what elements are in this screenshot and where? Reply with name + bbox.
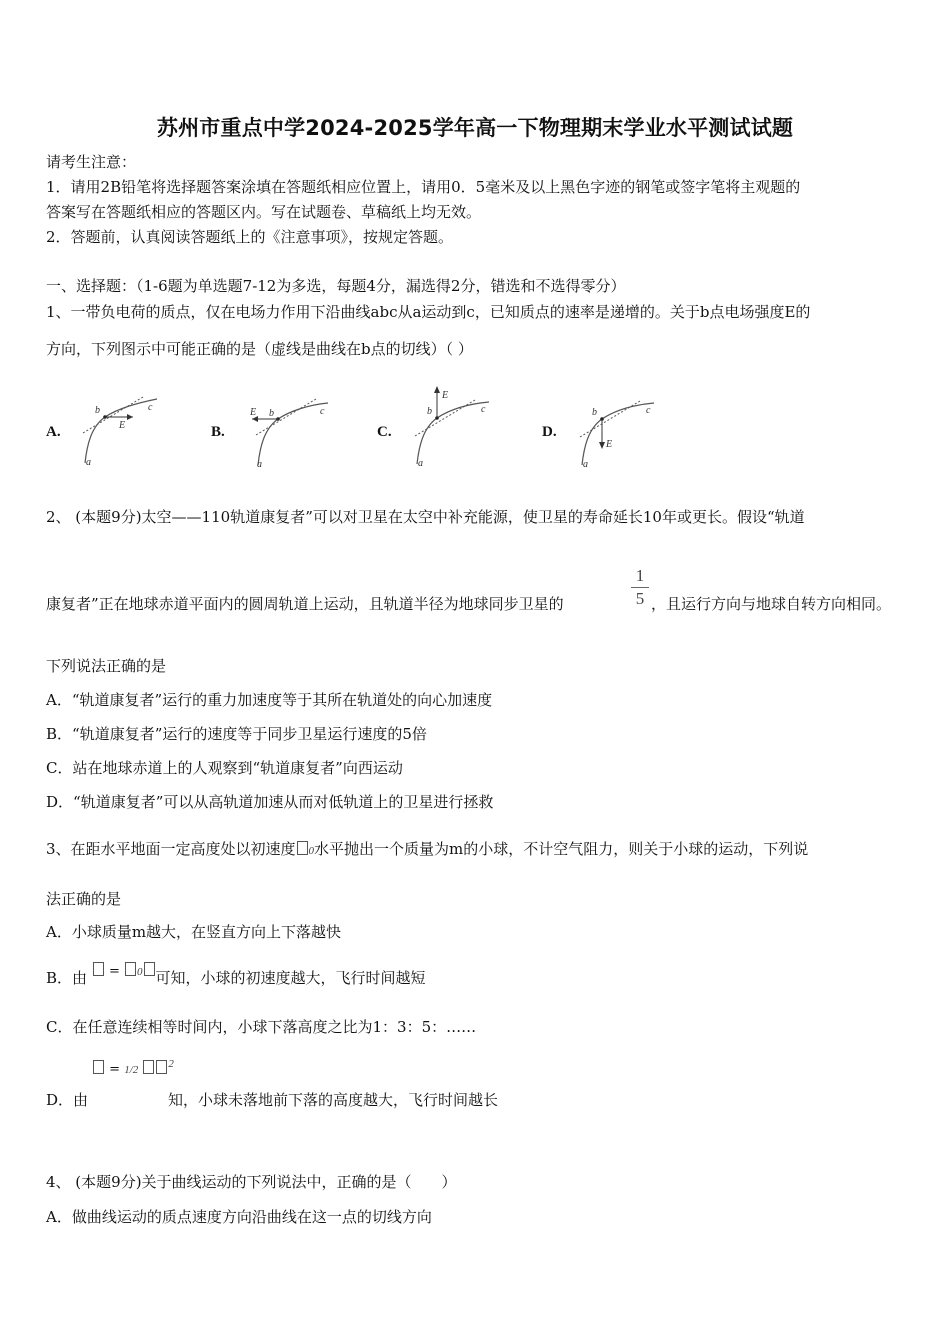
q1-line-1: 1、一带负电荷的质点，仅在电场力作用下沿曲线abc从a运动到c，已知质点的速率是递增的。关于b点电场强度E的 <box>46 303 811 321</box>
g-symbol-box <box>143 1060 154 1074</box>
q4-line-1: 4、 (本题9分)关于曲线运动的下列说法中，正确的是（ ） <box>46 1173 457 1191</box>
label-a: a <box>257 459 262 470</box>
arrow-head <box>599 442 605 449</box>
label-c: c <box>481 404 486 415</box>
q3-option-b <box>46 964 426 990</box>
q1-figure-b <box>242 385 337 470</box>
q3-line-1 <box>46 839 808 861</box>
notice-line-1b: 答案写在答题纸相应的答题区内。写在试题卷、草稿纸上均无效。 <box>46 203 482 221</box>
label-c: c <box>148 402 153 413</box>
q3-option-b-suffix: 可知，小球的初速度越大，飞行时间越短 <box>155 969 426 987</box>
formula-h-half-gt2 <box>92 1060 174 1077</box>
q3-option-c: C．在任意连续相等时间内，小球下落高度之比为1：3：5：…… <box>46 1018 477 1036</box>
q1-option-c-label: C. <box>377 424 392 440</box>
q2-line-2b: ，且运行方向与地球自转方向相同。 <box>651 595 892 613</box>
v0-subscript: 0 <box>137 966 143 978</box>
q1-line-2: 方向，下列图示中可能正确的是（虚线是曲线在b点的切线）（ ） <box>46 340 473 358</box>
label-b: b <box>592 407 597 418</box>
h-symbol-box <box>93 1060 104 1074</box>
q2-option-d: D．“轨道康复者”可以从高轨道加速从而对低轨道上的卫星进行拯救 <box>46 793 494 811</box>
equals-sign: = <box>109 1062 121 1077</box>
tangent-line <box>256 399 316 435</box>
q3-line-2: 法正确的是 <box>46 890 122 908</box>
fraction-bar <box>631 587 649 588</box>
v-symbol-box <box>125 962 136 976</box>
notice-heading: 请考生注意： <box>46 153 137 171</box>
v-symbol-box <box>297 841 308 855</box>
q1-figure-c <box>405 382 500 470</box>
q1-figure-a <box>75 385 170 470</box>
q3-option-d-prefix: D．由 <box>46 1091 89 1109</box>
one-half: 1/2 <box>124 1064 139 1076</box>
notice-line-1a: 1．请用2B铅笔将选择题答案涂填在答题纸相应位置上，请用0．5毫米及以上黑色字迹的钢笔或签字笔将主观题的 <box>46 178 801 196</box>
q3-line-1b: 水平抛出一个质量为m的小球，不计空气阻力，则关于小球的运动，下列说 <box>314 840 809 858</box>
fraction-denominator: 5 <box>635 589 645 608</box>
label-b: b <box>427 406 432 417</box>
label-e: E <box>606 439 613 450</box>
label-a: a <box>86 457 91 468</box>
q1-option-a-label: A. <box>46 424 61 440</box>
t-symbol-box <box>144 962 155 976</box>
label-c: c <box>320 406 325 417</box>
q1-option-b-label: B. <box>211 424 225 440</box>
page-title: 苏州市重点中学2024-2025学年高一下物理期末学业水平测试试题 <box>156 116 794 140</box>
label-e: E <box>250 407 257 418</box>
label-e: E <box>119 420 126 431</box>
label-b: b <box>95 405 100 416</box>
q2-stem: 下列说法正确的是 <box>46 657 167 675</box>
q2-option-b: B．“轨道康复者”运行的速度等于同步卫星运行速度的5倍 <box>46 725 427 743</box>
label-b: b <box>269 408 274 419</box>
v0-subscript: 0 <box>308 845 315 857</box>
q2-line-2a: 康复者”正在地球赤道平面内的圆周轨道上运动，且轨道半径为地球同步卫星的 <box>46 595 564 613</box>
tangent-line <box>83 397 143 433</box>
label-a: a <box>583 459 588 470</box>
q3-line-1a: 3、在距水平地面一定高度处以初速度 <box>46 840 296 858</box>
label-a: a <box>418 458 423 469</box>
section-heading: 一、选择题：（1-6题为单选题7-12为多选，每题4分，漏选得2分，错选和不选得零分） <box>46 277 626 295</box>
q2-option-c: C．站在地球赤道上的人观察到“轨道康复者”向西运动 <box>46 759 403 777</box>
q2-line-1: 2、 (本题9分)太空——110轨道康复者”可以对卫星在太空中补充能源，使卫星的寿命延长10年或更长。假设“轨道 <box>46 508 805 526</box>
q1-figure-d <box>570 385 665 470</box>
fraction-numerator: 1 <box>635 566 645 585</box>
squared-exponent: 2 <box>168 1058 174 1070</box>
q3-option-b-prefix: B．由 <box>46 969 88 987</box>
notice-line-2: 2．答题前，认真阅读答题纸上的《注意事项》，按规定答题。 <box>46 228 454 246</box>
q3-option-a: A．小球质量m越大，在竖直方向上下落越快 <box>46 923 342 941</box>
q2-option-a: A．“轨道康复者”运行的重力加速度等于其所在轨道处的向心加速度 <box>46 691 493 709</box>
label-e: E <box>442 390 449 401</box>
q1-option-d-label: D. <box>542 424 557 440</box>
formula-x-eq-v0t <box>92 964 156 979</box>
equals-sign: = <box>108 964 120 979</box>
x-symbol-box <box>93 962 104 976</box>
arrow-head <box>434 386 440 393</box>
label-c: c <box>646 405 651 416</box>
t-symbol-box <box>156 1060 167 1074</box>
q3-option-d-suffix: 知，小球未落地前下落的高度越大，飞行时间越长 <box>168 1091 499 1109</box>
q4-option-a: A．做曲线运动的质点速度方向沿曲线在这一点的切线方向 <box>46 1208 432 1226</box>
fraction-one-fifth <box>631 566 649 609</box>
arrow-head <box>127 414 133 420</box>
